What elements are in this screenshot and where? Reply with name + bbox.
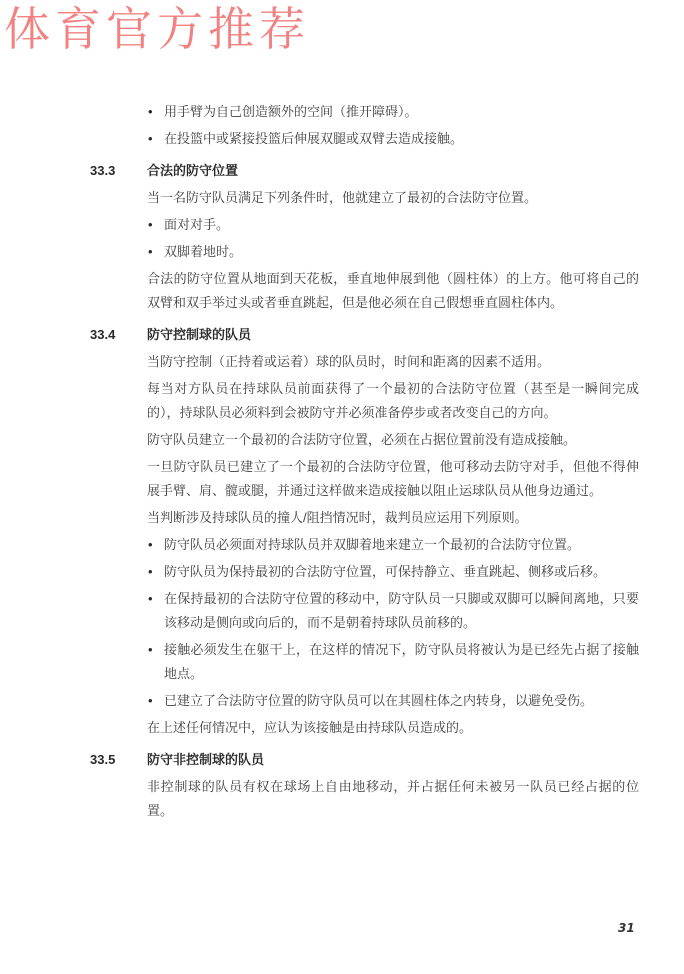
section-heading: [90, 159, 639, 183]
watermark-text: 体育官方推荐: [4, 2, 310, 56]
page-content: [90, 100, 639, 826]
page-number: 31: [618, 921, 635, 935]
paragraph: 非控制球的队员有权在球场上自由地移动，并占据任何未被另一队员已经占据的位置。: [147, 779, 639, 818]
section-heading: [90, 323, 639, 347]
section-33-5: [90, 748, 639, 823]
paragraph: 一旦防守队员已建立了一个最初的合法防守位置，他可移动去防守对手，但他不得伸展手臂、肩、髋或腿，并通过这样做来造成接触以阻止运球队员从他身边通过。: [147, 459, 639, 498]
bullet-item: • 已建立了合法防守位置的防守队员可以在其圆柱体之内转身，以避免受伤。: [147, 689, 639, 713]
bullet-item: • 防守队员必须面对持球队员并双脚着地来建立一个最初的合法防守位置。: [147, 533, 639, 557]
section-title: 防守控制球的队员: [147, 327, 252, 342]
bullet-item: • 用手臂为自己创造额外的空间（推开障碍）。: [147, 100, 639, 124]
paragraph: 当防守控制（正持着或运着）球的队员时，时间和距离的因素不适用。: [147, 354, 551, 369]
bullet-item: • 在投篮中或紧接投篮后伸展双腿或双臂去造成接触。: [147, 127, 639, 151]
intro-bullet-list: [147, 100, 639, 151]
bullet-item: • 双脚着地时。: [147, 240, 639, 264]
paragraph: 当一名防守队员满足下列条件时，他就建立了最初的合法防守位置。: [147, 190, 538, 205]
paragraph: 当判断涉及持球队员的撞人/阻挡情况时，裁判员应运用下列原则。: [147, 510, 528, 525]
section-number: 33.4: [90, 327, 116, 342]
bullet-item: • 在保持最初的合法防守位置的移动中，防守队员一只脚或双脚可以瞬间离地，只要该移动是侧向或向后的，而不是朝着持球队员前移的。: [147, 587, 639, 635]
bullet-item: • 面对对手。: [147, 213, 639, 237]
bullet-list: [147, 533, 639, 713]
bullet-item: • 防守队员为保持最初的合法防守位置，可保持静立、垂直跳起、侧移或后移。: [147, 560, 639, 584]
bullet-item: • 接触必须发生在躯干上，在这样的情况下，防守队员将被认为是已经先占据了接触地点。: [147, 638, 639, 686]
section-33-3: [90, 159, 639, 315]
paragraph: 合法的防守位置从地面到天花板，垂直地伸展到他（圆柱体）的上方。他可将自己的双臂和双手举过头或者垂直跳起，但是他必须在自己假想垂直圆柱体内。: [147, 271, 639, 310]
bullet-list: [147, 213, 639, 264]
paragraph: 防守队员建立一个最初的合法防守位置，必须在占据位置前没有造成接触。: [147, 432, 577, 447]
paragraph: 在上述任何情况中，应认为该接触是由持球队员造成的。: [147, 720, 473, 735]
section-number: 33.5: [90, 752, 116, 767]
section-number: 33.3: [90, 163, 116, 178]
section-33-4: [90, 323, 639, 740]
section-title: 防守非控制球的队员: [147, 752, 265, 767]
section-title: 合法的防守位置: [147, 163, 239, 178]
paragraph: 每当对方队员在持球队员前面获得了一个最初的合法防守位置（甚至是一瞬间完成的），持球队员必须料到会被防守并必须准备停步或者改变自己的方向。: [147, 381, 639, 420]
section-heading: [90, 748, 639, 772]
